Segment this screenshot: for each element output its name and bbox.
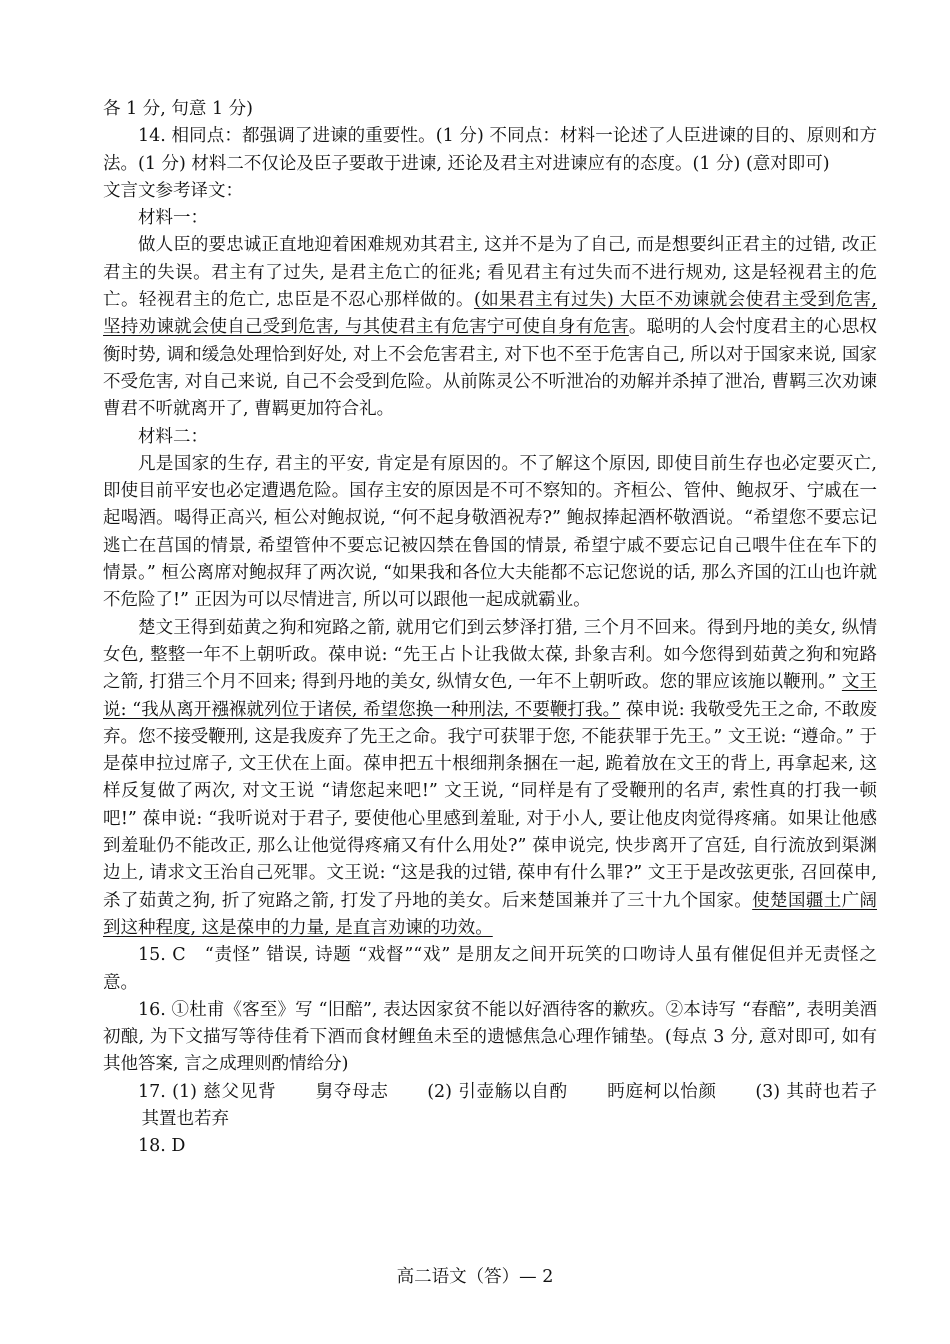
answer-17 — [103, 1079, 877, 1134]
answer-17-2b: 眄庭柯以怡颜 — [606, 1081, 717, 1102]
material-1-label: 材料一： — [138, 208, 208, 229]
material-2-part-b: 葆申说: 我敬受先王之命, 不敢废弃。您不接受鞭刑, 这是我废弃了先王之命。我宁可获罪于您, 不能获罪于先王。” 文王说: “遵命。” 于是葆申拉过席子, 文王伏在上面。葆申把五十根细荆条捆在一起, 跪着放在文王的背上, 再拿起来, 这样反复做了两次, 对文王说 “请您起来吧!” 文王说, “同样是有了受鞭刑的名声, 索性真的打我一顿吧!” 葆申说: “我听说对于君子, 要使他心里感到羞耻, 对于小人, 要让他皮肉觉得疼痛。如果让他感到羞耻仍不能改正, 那么让他觉得疼痛又有什么用处?” 葆申说完, 快步离开了宫廷, 自行流放到渠渊边上, 请求文王治自己死罪。文王说: “这是我的过错, 葆申有什么罪?” 文王于是改弦更张, 召回葆申, 杀了茹黄之狗, 折了宛路之箭, 打发了丹地的美女。后来楚国兼并了三十九个国家。 — [103, 699, 877, 911]
answer-17-1a: 17. (1) 慈父见背 — [138, 1081, 277, 1102]
material-1-text — [103, 232, 877, 423]
answer-17-1b: 舅夺母志 — [314, 1081, 389, 1102]
answer-16: 16. ①杜甫《客至》写 “旧醅”, 表达因家贫不能以好酒待客的歉疚。②本诗写 “春醅”, 表明美酒初酿, 为下文描写等待佳肴下酒而食材鲤鱼未至的遗憾焦急心理作铺垫。(每点 3 分, 意对即可, 如有其他答案, 言之成理则酌情给分) — [103, 999, 877, 1075]
answer-17-2a: (2) 引壶觞以自酌 — [427, 1081, 568, 1102]
material-2-underlined-1: 文王说: “我从离开襁褓就列位于诸侯, 希望您换一种刑法, 不要鞭打我。” — [103, 672, 878, 720]
answer-17-3b: 其置也若弃 — [141, 1108, 229, 1129]
material-1-part-b: 。聪明的人会忖度君主的心思权衡时势, 调和缓急处理恰到好处, 对上不会危害君主, 对下也不至于危害自己, 所以对于国家来说, 国家不受危害, 对自己来说, 自己不会受到危险。从前陈灵公不听泄冶的劝解并杀掉了泄冶, 曹羁三次劝谏曹君不听就离开了, 曹羁更加符合礼。 — [103, 317, 878, 420]
material-2-paragraph-1: 凡是国家的生存, 君主的平安, 肯定是有原因的。不了解这个原因, 即使目前生存也必定要灭亡, 即使目前平安也必定遭遇危险。国存主安的原因是不可不察知的。齐桓公、管仲、鲍叔牙、宁戚在一起喝酒。喝得正高兴, 桓公对鲍叔说, “何不起身敬酒祝寿?” 鲍叔捧起酒杯敬酒说。“希望您不要忘记逃亡在莒国的情景, 希望管仲不要忘记被囚禁在鲁国的情景, 希望宁戚不要忘记自己喂牛住在车下的情景。” 桓公离席对鲍叔拜了两次说, “如果我和各位大夫能都不忘记您说的话, 那么齐国的江山也许就不危险了!” 正因为可以尽情进言, 所以可以跟他一起成就霸业。 — [103, 453, 877, 611]
material-2-label: 材料二： — [138, 426, 208, 447]
answer-18: 18. D — [138, 1136, 186, 1157]
answer-15: 15. C “责怪” 错误, 诗题 “戏督”“戏” 是朋友之间开玩笑的口吻诗人虽有催促但并无责怪之意。 — [103, 945, 877, 993]
material-1-underlined: (如果君主有过失) 大臣不劝谏就会使君主受到危害, 坚持劝谏就会使自己受到危害, 与其使君主有危害宁可使自身有危害 — [103, 290, 877, 338]
translation-heading: 文言文参考译文： — [103, 180, 243, 201]
material-2-part-a: 楚文王得到茹黄之狗和宛路之箭, 就用它们到云梦泽打猎, 三个月不回来。得到丹地的美女, 纵情女色, 整整一年不上朝听政。葆申说: “先王占卜让我做太葆, 卦象吉利。如今您得到茹黄之狗和宛路之箭, 打猎三个月不回来; 得到丹地的美女, 纵情女色, 一年不上朝听政。您的罪应该施以鞭刑。” — [103, 617, 877, 693]
material-2-underlined-2: 使楚国疆土广阔到这种程度, 这是葆申的力量, 是直言劝谏的功效。 — [103, 890, 878, 938]
answer-page — [103, 96, 877, 1161]
material-2-paragraph-2 — [103, 615, 877, 943]
answer-14: 14. 相同点：都强调了进谏的重要性。(1 分) 不同点：材料一论述了人臣进谏的目的、原则和方法。(1 分) 材料二不仅论及臣子要敢于进谏, 还论及君主对进谏应有的态度。(1 分) (意对即可) — [103, 126, 877, 174]
material-1-part-a: 做人臣的要忠诚正直地迎着困难规劝其君主, 这并不是为了自己, 而是想要纠正君主的过错, 改正君主的失误。君主有了过失, 是君主危亡的征兆; 看见君主有过失而不进行规劝, 这是轻视君主的危亡。轻视君主的危亡, 忠臣是不忍心那样做的。 — [103, 235, 877, 311]
answer-17-3a: (3) 其莳也若子 — [755, 1081, 878, 1102]
page-footer: 高二语文（答）— 2 — [396, 1267, 554, 1287]
answer-14-tail: 各 1 分, 句意 1 分) — [103, 99, 253, 119]
